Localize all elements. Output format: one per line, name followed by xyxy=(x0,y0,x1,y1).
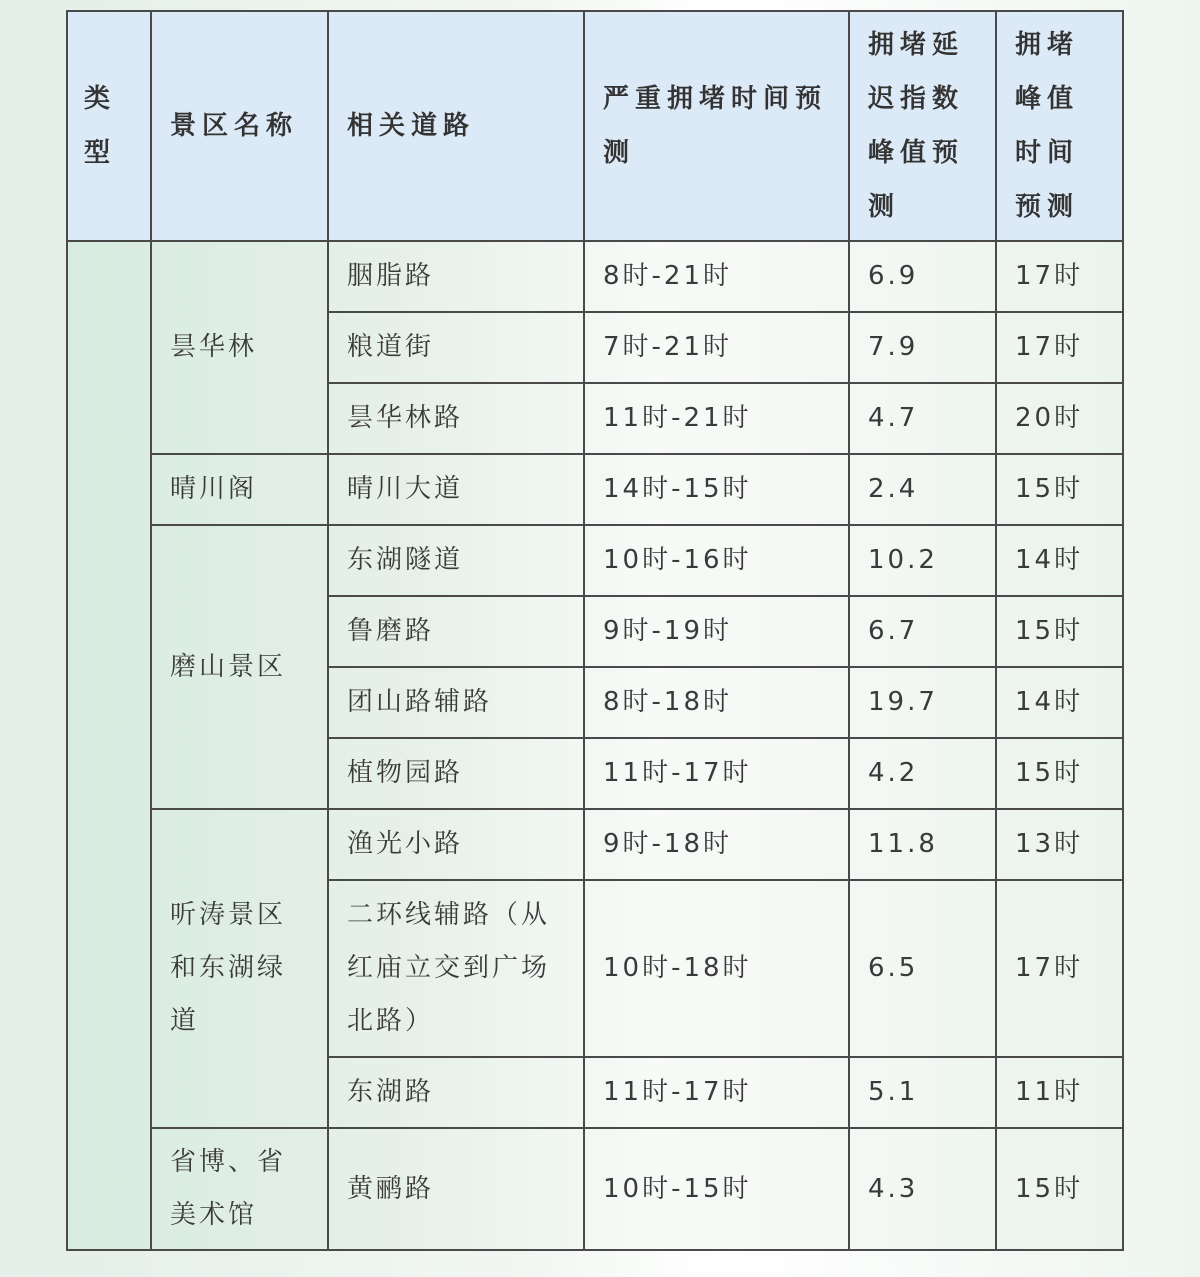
time-range-cell: 11时-21时 xyxy=(584,383,849,454)
table-row xyxy=(67,1128,1123,1250)
table-row xyxy=(67,809,1123,880)
road-cell: 二环线辅路（从红庙立交到广场北路） xyxy=(328,880,584,1057)
peak-time-cell: 15时 xyxy=(996,454,1123,525)
road-cell: 东湖路 xyxy=(328,1057,584,1128)
time-range-cell: 8时-21时 xyxy=(584,241,849,312)
header-scenic-name: 景区名称 xyxy=(151,11,328,241)
peak-time-cell: 15时 xyxy=(996,1128,1123,1250)
time-range-cell: 11时-17时 xyxy=(584,738,849,809)
peak-time-cell: 17时 xyxy=(996,880,1123,1057)
road-cell: 渔光小路 xyxy=(328,809,584,880)
delay-index-cell: 10.2 xyxy=(849,525,996,596)
delay-index-cell: 6.5 xyxy=(849,880,996,1057)
delay-index-cell: 6.9 xyxy=(849,241,996,312)
table-row xyxy=(67,454,1123,525)
peak-time-cell: 15时 xyxy=(996,738,1123,809)
header-peak-time: 拥堵峰值时间预测 xyxy=(996,11,1123,241)
peak-time-cell: 20时 xyxy=(996,383,1123,454)
header-delay-index-peak: 拥堵延迟指数峰值预测 xyxy=(849,11,996,241)
delay-index-cell: 5.1 xyxy=(849,1057,996,1128)
road-cell: 植物园路 xyxy=(328,738,584,809)
peak-time-cell: 15时 xyxy=(996,596,1123,667)
header-type: 类型 xyxy=(67,11,151,241)
time-range-cell: 8时-18时 xyxy=(584,667,849,738)
road-cell: 东湖隧道 xyxy=(328,525,584,596)
type-cell xyxy=(67,241,151,1250)
road-cell: 黄鹂路 xyxy=(328,1128,584,1250)
delay-index-cell: 4.7 xyxy=(849,383,996,454)
peak-time-cell: 17时 xyxy=(996,241,1123,312)
table-row xyxy=(67,241,1123,312)
road-cell: 昙华林路 xyxy=(328,383,584,454)
header-severe-congestion-time: 严重拥堵时间预测 xyxy=(584,11,849,241)
table-row xyxy=(67,525,1123,596)
peak-time-cell: 11时 xyxy=(996,1057,1123,1128)
peak-time-cell: 14时 xyxy=(996,667,1123,738)
delay-index-cell: 11.8 xyxy=(849,809,996,880)
header-related-road: 相关道路 xyxy=(328,11,584,241)
road-cell: 粮道街 xyxy=(328,312,584,383)
road-cell: 胭脂路 xyxy=(328,241,584,312)
scenic-name-cell: 省博、省美术馆 xyxy=(151,1128,328,1250)
time-range-cell: 11时-17时 xyxy=(584,1057,849,1128)
scenic-name-cell: 晴川阁 xyxy=(151,454,328,525)
time-range-cell: 9时-19时 xyxy=(584,596,849,667)
scenic-name-cell: 听涛景区和东湖绿道 xyxy=(151,809,328,1128)
road-cell: 晴川大道 xyxy=(328,454,584,525)
road-cell: 鲁磨路 xyxy=(328,596,584,667)
road-cell: 团山路辅路 xyxy=(328,667,584,738)
time-range-cell: 9时-18时 xyxy=(584,809,849,880)
scenic-name-cell: 磨山景区 xyxy=(151,525,328,809)
time-range-cell: 14时-15时 xyxy=(584,454,849,525)
time-range-cell: 10时-15时 xyxy=(584,1128,849,1250)
delay-index-cell: 4.2 xyxy=(849,738,996,809)
peak-time-cell: 13时 xyxy=(996,809,1123,880)
time-range-cell: 7时-21时 xyxy=(584,312,849,383)
peak-time-cell: 14时 xyxy=(996,525,1123,596)
time-range-cell: 10时-16时 xyxy=(584,525,849,596)
scenic-name-cell: 昙华林 xyxy=(151,241,328,454)
delay-index-cell: 6.7 xyxy=(849,596,996,667)
table-header-row xyxy=(67,11,1123,241)
peak-time-cell: 17时 xyxy=(996,312,1123,383)
delay-index-cell: 7.9 xyxy=(849,312,996,383)
congestion-forecast-table xyxy=(66,10,1124,1251)
time-range-cell: 10时-18时 xyxy=(584,880,849,1057)
delay-index-cell: 4.3 xyxy=(849,1128,996,1250)
delay-index-cell: 19.7 xyxy=(849,667,996,738)
delay-index-cell: 2.4 xyxy=(849,454,996,525)
